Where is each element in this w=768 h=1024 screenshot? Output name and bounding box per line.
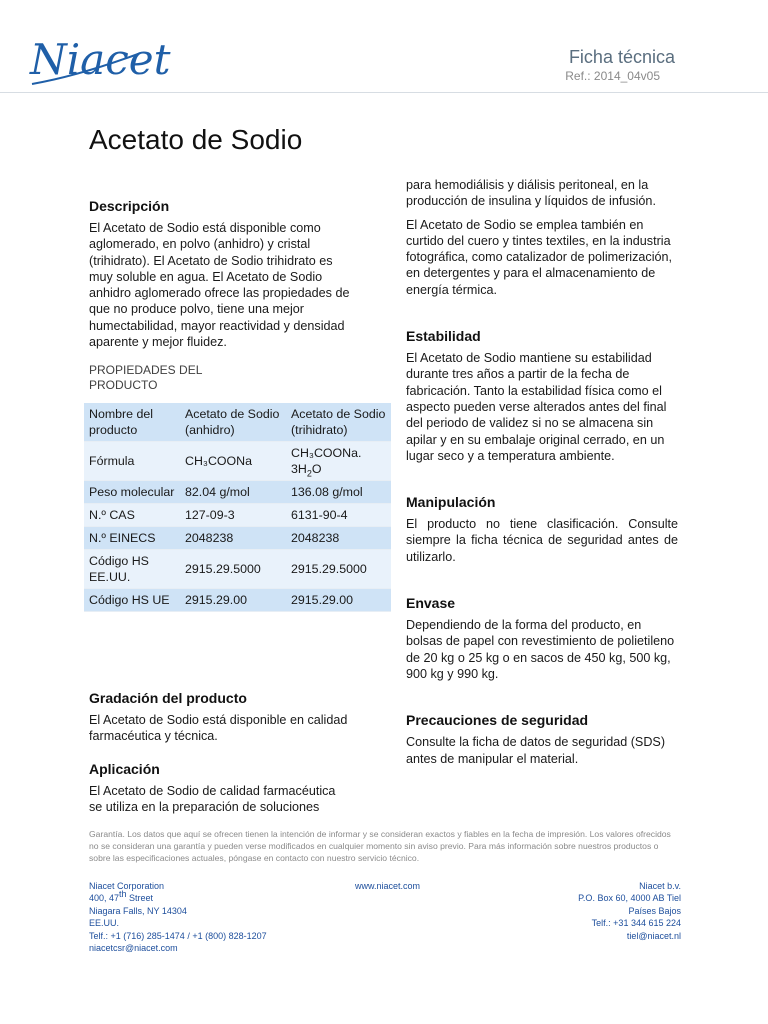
aplicacion-section bbox=[89, 761, 351, 816]
table-cell: 2048238 bbox=[180, 527, 286, 550]
manipulacion-heading: Manipulación bbox=[406, 494, 496, 511]
brand-wordmark: Niacet bbox=[30, 35, 171, 84]
document-ref: Ref.: 2014_04v05 bbox=[565, 69, 660, 83]
table-cell: Código HS EE.UU. bbox=[84, 550, 180, 589]
table-cell: Peso molecular bbox=[84, 481, 180, 504]
table-cell: 6131-90-4 bbox=[286, 504, 391, 527]
table-cell: Fórmula bbox=[84, 442, 180, 481]
footer-phone: Telf.: +1 (716) 285-1474 / +1 (800) 828-1207 bbox=[89, 930, 267, 941]
header-divider bbox=[0, 92, 768, 93]
formula-subscript: 2 bbox=[306, 468, 312, 479]
footer-company: Niacet b.v. bbox=[639, 881, 681, 891]
footer-country: Países Bajos bbox=[628, 905, 681, 916]
table-cell: 127-09-3 bbox=[180, 504, 286, 527]
table-row bbox=[84, 442, 391, 481]
aplicacion-text-2: El Acetato de Sodio se emplea también en curtido del cuero y tintes textiles, en la industria fotográfica, como catalizador de polimerización, en detergentes y para el almacenamiento de energía térmica. bbox=[406, 217, 672, 297]
aplicacion-heading: Aplicación bbox=[89, 761, 160, 777]
website-link[interactable]: www.niacet.com bbox=[355, 881, 421, 891]
precauciones-heading: Precauciones de seguridad bbox=[406, 712, 589, 729]
formula-part: O bbox=[311, 462, 322, 476]
disclaimer-text: Garantía. Los datos que aquí se ofrecen tienen la intención de informar y se consideran exactos y fiables en la fecha de impresión. Los valores ofrecidos no se consideran una garantía y pueden verse modificados en cualquier momento sin aviso previo. Para más información sobre nuestros productos o sobre las especificaciones actuales, póngase en contacto con nuestro servicio técnico. bbox=[89, 829, 671, 863]
street-number: 400, 47 bbox=[89, 893, 120, 904]
street-name: Street bbox=[126, 893, 154, 904]
table-cell: 2048238 bbox=[286, 527, 391, 550]
manipulacion-text: El producto no tiene clasificación. Consulte siempre la ficha técnica de seguridad antes de utilizarlo. bbox=[406, 517, 678, 564]
aplicacion-continued-text: para hemodiálisis y diálisis peritoneal, en la producción de insulina y líquidos de infusión. bbox=[406, 178, 656, 209]
table-cell: N.º EINECS bbox=[84, 527, 180, 550]
table-row bbox=[84, 527, 391, 550]
envase-heading: Envase bbox=[406, 595, 456, 612]
gradacion-heading: Gradación del producto bbox=[89, 690, 247, 706]
table-cell: N.º CAS bbox=[84, 504, 180, 527]
footer-country: EE.UU. bbox=[89, 918, 120, 929]
left-column bbox=[89, 198, 351, 404]
footer-website bbox=[355, 880, 420, 892]
gradacion-section bbox=[89, 690, 351, 745]
table-cell bbox=[286, 442, 391, 481]
estabilidad-text: El Acetato de Sodio mantiene su estabilidad durante tres años a partir de la fecha de fabricación. Tanto la estabilidad física como el aspecto pueden verse alterados antes del final del periodo de validez si no se almacena sin apilar y en su embalaje original cerrado, en un lugar seco y a temperatura ambiente. bbox=[406, 351, 667, 463]
table-cell: 2915.29.5000 bbox=[180, 550, 286, 589]
descripcion-text: El Acetato de Sodio está disponible como aglomerado, en polvo (anhidro) y cristal (trihidrato). El Acetato de Sodio trihidrato es muy soluble en agua. El Acetato de Sodio anhidro aglomerado ofrece las propiedades de que no produce polvo, tiene una mejor humectabilidad, mayor reactividad y densidad aparente y mejor fluidez. bbox=[89, 221, 350, 350]
properties-table bbox=[84, 403, 391, 612]
right-column bbox=[406, 177, 678, 767]
table-cell: 82.04 g/mol bbox=[180, 481, 286, 504]
descripcion-heading: Descripción bbox=[89, 198, 170, 214]
precauciones-text: Consulte la ficha de datos de seguridad (SDS) antes de manipular el material. bbox=[406, 735, 666, 766]
table-row bbox=[84, 589, 391, 612]
table-row bbox=[84, 403, 391, 442]
table-cell: CH₃COONa bbox=[180, 442, 286, 481]
niacet-logo bbox=[28, 14, 171, 94]
gradacion-text: El Acetato de Sodio está disponible en calidad farmacéutica y técnica. bbox=[89, 713, 348, 744]
page-title: Acetato de Sodio bbox=[89, 124, 303, 155]
footer-city: Niagara Falls, NY 14304 bbox=[89, 905, 187, 916]
formula-part: 3H bbox=[291, 462, 307, 476]
footer-company: Niacet Corporation bbox=[89, 881, 165, 891]
footer-address-us bbox=[89, 880, 267, 954]
footer-email-link[interactable]: tiel@niacet.nl bbox=[626, 930, 681, 941]
footer-email-link[interactable]: niacetcsr@niacet.com bbox=[89, 943, 178, 954]
niacet-logo-mark bbox=[28, 14, 171, 94]
table-cell: 2915.29.5000 bbox=[286, 550, 391, 589]
table-header-cell: Acetato de Sodio (anhidro) bbox=[180, 403, 286, 442]
sheet-type-label: Ficha técnica bbox=[568, 47, 675, 67]
table-row bbox=[84, 481, 391, 504]
formula-part: CH₃COONa. bbox=[291, 446, 362, 460]
footer-address: P.O. Box 60, 4000 AB Tiel bbox=[578, 893, 681, 904]
envase-text: Dependiendo de la forma del producto, en bolsas de papel con revestimiento de polietileno de 20 kg o 25 kg o en sacos de 450 kg, 500 kg, 900 kg y 990 kg. bbox=[406, 618, 675, 681]
table-cell: 2915.29.00 bbox=[180, 589, 286, 612]
table-cell: 136.08 g/mol bbox=[286, 481, 391, 504]
properties-label: PROPIEDADES DEL PRODUCTO bbox=[89, 363, 202, 393]
footer-address-nl bbox=[578, 880, 681, 942]
footer-phone: Telf.: +31 344 615 224 bbox=[591, 918, 681, 929]
street-ordinal: th bbox=[119, 889, 127, 900]
table-row bbox=[84, 550, 391, 589]
aplicacion-text: El Acetato de Sodio de calidad farmacéutica se utiliza en la preparación de soluciones bbox=[89, 784, 336, 815]
table-header-cell: Nombre del producto bbox=[84, 403, 180, 442]
estabilidad-heading: Estabilidad bbox=[406, 328, 481, 345]
table-cell: 2915.29.00 bbox=[286, 589, 391, 612]
table-cell: Código HS UE bbox=[84, 589, 180, 612]
footer-street bbox=[89, 889, 267, 904]
table-row bbox=[84, 504, 391, 527]
table-header-cell: Acetato de Sodio (trihidrato) bbox=[286, 403, 391, 442]
